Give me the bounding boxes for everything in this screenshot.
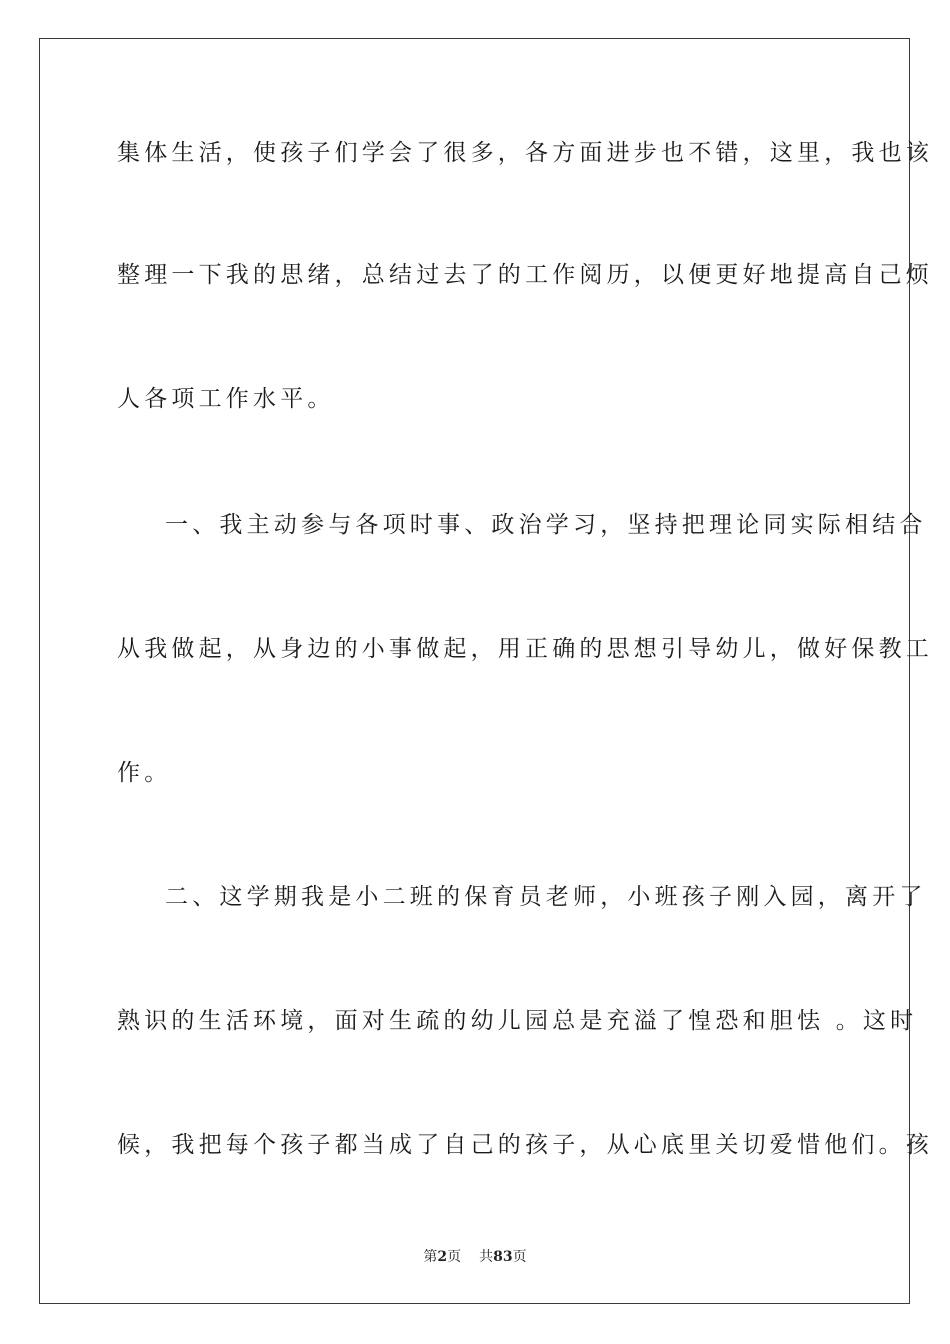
page-border	[39, 38, 933, 1304]
total-suffix: 页	[512, 1249, 527, 1265]
text-line-9: 候，我把每个孩子都当成了自己的孩子，从心底里关切爱惜他们。孩	[117, 1132, 933, 1158]
text-line-5: 从我做起，从身边的小事做起，用正确的思想引导幼儿，做好保教工	[117, 636, 933, 662]
text-line-4: 一、我主动参与各项时事、政治学习，坚持把理论同实际相结合	[165, 512, 927, 538]
text-line-1: 集体生活，使孩子们学会了很多，各方面进步也不错，这里，我也该	[117, 140, 933, 166]
text-line-8: 熟识的生活环境，面对生疏的幼儿园总是充溢了惶恐和胆怯 。这时	[117, 1008, 918, 1034]
page-prefix: 第	[423, 1249, 438, 1265]
total-prefix: 共	[479, 1249, 494, 1265]
total-pages: 83	[493, 1249, 513, 1265]
page-number: 2	[437, 1249, 448, 1265]
text-line-7: 二、这学期我是小二班的保育员老师，小班孩子刚入园，离开了	[165, 884, 927, 910]
page-suffix: 页	[447, 1249, 462, 1265]
text-line-6: 作。	[117, 760, 172, 786]
text-line-2: 整理一下我的思绪，总结过去了的工作阅历，以便更好地提高自己烦	[117, 262, 933, 288]
text-line-3: 人各项工作水平。	[117, 386, 335, 412]
page-footer	[0, 1247, 950, 1267]
